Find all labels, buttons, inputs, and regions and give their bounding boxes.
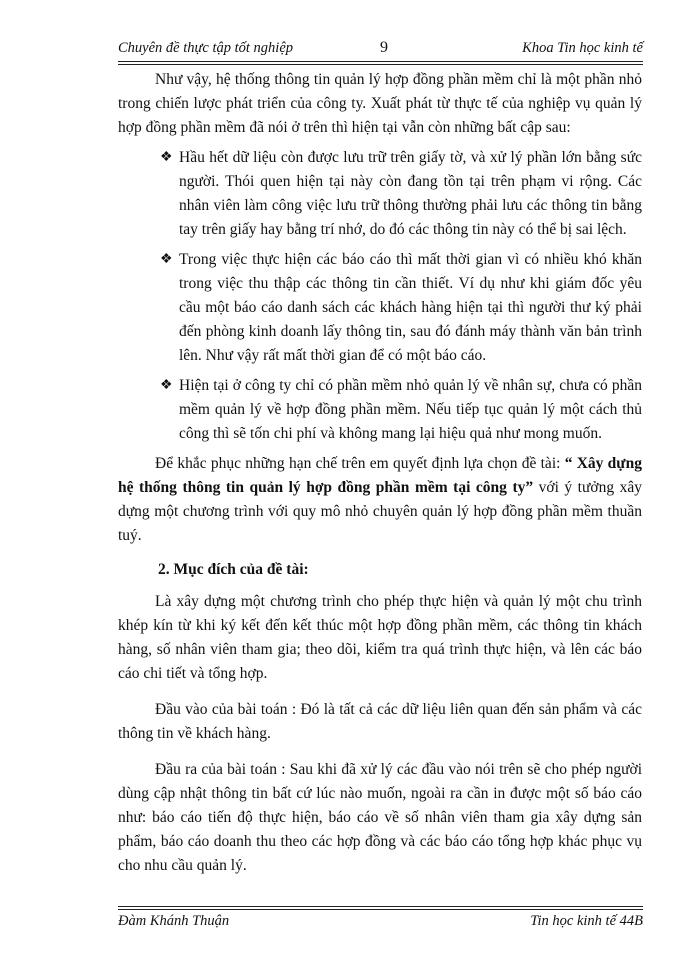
header-rule-upper xyxy=(118,61,643,62)
output-paragraph: Đầu ra của bài toán : Sau khi đã xử lý các đầu vào nói trên sẽ cho phép người dùng cập nhật thông tin bất cứ lúc nào muốn, ngoài ra cần in được một số báo cáo như: báo cáo tiến độ thực hiện, báo cáo về số nhân viên tham gia xây dựng sản phẩm, báo cáo doanh thu theo các hợp đồng và các báo cáo tổng hợp khác phục vụ cho nhu cầu quản lý. xyxy=(118,761,642,874)
purpose-paragraph: Là xây dựng một chương trình cho phép thực hiện và quản lý một chu trình khép kín từ khi ký kết đến kết thúc một hợp đồng phần mềm, các thông tin khách hàng, số nhân viên tham gia; theo dõi, kiểm tra quá trình thực hiện, và lên các báo cáo chi tiết và tổng hợp. xyxy=(118,593,642,682)
topic-title: “ Xây dựng hệ thống thông tin quản lý hợp đồng phần mềm tại công ty” xyxy=(118,455,642,496)
header-rule-lower xyxy=(118,64,643,65)
list-item xyxy=(118,374,642,446)
diamond-bullet-icon: ❖ xyxy=(160,252,173,267)
page-footer xyxy=(118,912,643,934)
diamond-bullet-icon: ❖ xyxy=(160,150,173,165)
footer-class: Tin học kinh tế 44B xyxy=(530,913,643,929)
input-paragraph: Đầu vào của bài toán : Đó là tất cả các dữ liệu liên quan đến sản phẩm và các thông tin về khách hàng. xyxy=(118,701,642,742)
list-item-text: Hiện tại ở công ty chỉ có phần mềm nhỏ quản lý về nhân sự, chưa có phần mềm quản lý về hợp đồng phần mềm. Nếu tiếp tục quản lý một cách thủ công thì sẽ tốn chi phí và không mang lại hiệu quả như mong muốn. xyxy=(179,377,642,442)
issues-list xyxy=(118,146,642,446)
header-course-title: Chuyên đề thực tập tốt nghiệp xyxy=(118,40,294,56)
document-body xyxy=(118,68,642,878)
header-department: Khoa Tin học kinh tế xyxy=(522,40,643,56)
list-item-text: Hầu hết dữ liệu còn được lưu trữ trên giấy tờ, và xử lý phần lớn bằng sức người. Thói quen hiện tại này còn đang tồn tại trên phạm vi rộng. Các nhân viên làm công việc lưu trữ thông thường phải lưu các thông tin bằng tay trên giấy hay bằng trí nhớ, do đó các thông tin này có thể bị sai lệch. xyxy=(179,149,642,238)
list-item-text: Trong việc thực hiện các báo cáo thì mất thời gian vì có nhiều khó khăn trong việc thu thập các thông tin cần thiết. Ví dụ như khi giám đốc yêu cầu một báo cáo danh sách các khách hàng hiện tại thì người thư ký phải đến phòng kinh doanh lấy thông tin, sau đó đánh máy thành văn bản trình lên. Như vậy rất mất thời gian để có một báo cáo. xyxy=(179,251,642,364)
footer-author: Đàm Khánh Thuận xyxy=(118,913,230,929)
diamond-bullet-icon: ❖ xyxy=(160,378,173,393)
topic-description: với ý tưởng xây dựng một chương trình với quy mô nhỏ chuyên quản lý hợp đồng phần mềm thuần tuý. xyxy=(118,479,642,544)
footer-rule-lower xyxy=(118,909,643,910)
section-heading: 2. Mục đích của đề tài: xyxy=(158,561,309,578)
page-number: 9 xyxy=(380,39,388,56)
page-header xyxy=(118,38,643,60)
list-item xyxy=(118,146,642,242)
topic-paragraph xyxy=(118,452,642,548)
topic-intro: Để khắc phục những hạn chế trên em quyết định lựa chọn đề tài: xyxy=(155,455,565,472)
intro-paragraph: Như vậy, hệ thống thông tin quản lý hợp đồng phần mềm chỉ là một phần nhỏ trong chiến lược phát triển của công ty. Xuất phát từ thực tế của nghiệp vụ quản lý hợp đồng phần mềm đã nói ở trên thì hiện tại vẫn còn những bất cập sau: xyxy=(118,71,642,136)
footer-rule-upper xyxy=(118,906,643,907)
list-item xyxy=(118,248,642,368)
